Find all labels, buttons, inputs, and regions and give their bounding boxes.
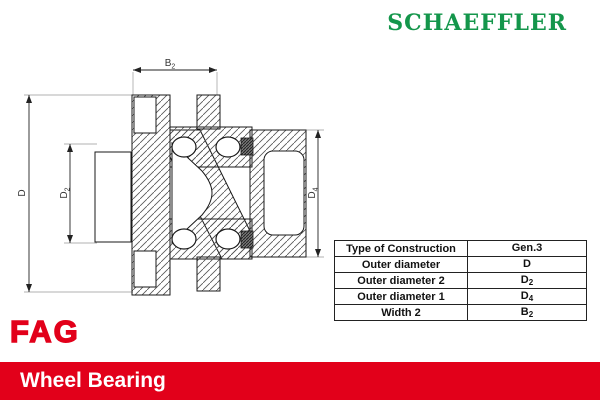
spec-value-text: D xyxy=(520,274,529,286)
dim-label-d: D xyxy=(17,189,28,197)
footer-bar xyxy=(0,362,600,400)
table-row xyxy=(335,289,587,305)
spec-value-text: D xyxy=(523,258,531,270)
schaeffler-logo: SCHAEFFLER xyxy=(387,10,567,36)
dim-label-d4: $D_4$ xyxy=(307,187,320,199)
dimension-table xyxy=(334,240,587,321)
technical-drawing xyxy=(0,45,340,315)
table-row xyxy=(335,241,587,257)
fag-logo: FAG xyxy=(10,314,80,349)
dim-label-b2: $B_2$ xyxy=(164,58,176,71)
spec-value xyxy=(468,257,587,273)
spec-value-text: B xyxy=(520,306,529,318)
spec-value xyxy=(468,273,587,289)
spec-value-sub: 2 xyxy=(528,278,534,287)
spec-label: Width 2 xyxy=(335,305,468,321)
spec-label: Outer diameter 1 xyxy=(335,289,468,305)
spec-value-text: D xyxy=(520,290,529,302)
table-row xyxy=(335,305,587,321)
spec-value-sub: 4 xyxy=(528,294,534,303)
spec-label: Outer diameter 2 xyxy=(335,273,468,289)
table-row xyxy=(335,273,587,289)
spec-value xyxy=(468,241,587,257)
spec-value-text: Gen.3 xyxy=(511,242,543,254)
spec-value xyxy=(468,289,587,305)
spec-value xyxy=(468,305,587,321)
spec-value-sub: 2 xyxy=(528,310,534,319)
spec-label: Outer diameter xyxy=(335,257,468,273)
spec-label: Type of Construction xyxy=(335,241,468,257)
dim-label-d2: $D_2$ xyxy=(59,187,72,199)
table-row xyxy=(335,257,587,273)
page-title: Wheel Bearing xyxy=(20,369,166,392)
